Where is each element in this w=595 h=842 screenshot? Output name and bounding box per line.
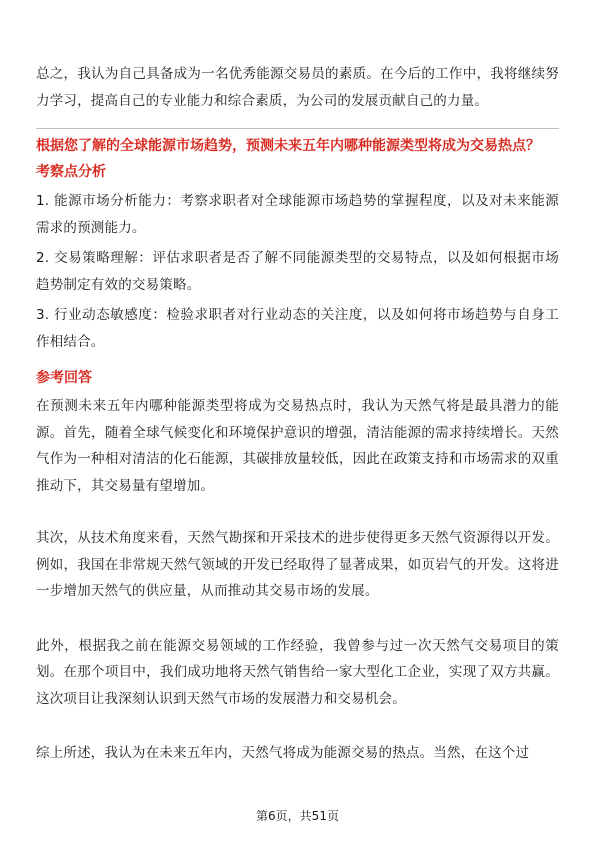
question-title: 根据您了解的全球能源市场趋势，预测未来五年内哪种能源类型将成为交易热点？ bbox=[36, 138, 540, 154]
point-item: 3. 行业动态敏感度：检验求职者对行业动态的关注度，以及如何将市场趋势与自身工作相结合。 bbox=[36, 307, 559, 350]
answer-heading: 参考回答 bbox=[36, 370, 92, 386]
points-heading: 考察点分析 bbox=[36, 164, 106, 180]
answer-paragraph: 综上所述，我认为在未来五年内，天然气将成为能源交易的热点。当然，在这个过 bbox=[36, 745, 530, 761]
point-item: 1. 能源市场分析能力：考察求职者对全球能源市场趋势的掌握程度，以及对未来能源需求的预测能力。 bbox=[36, 193, 559, 236]
answer-paragraph: 其次，从技术角度来看，天然气勘探和开采技术的进步使得更多天然气资源得以开发。例如，我国在非常规天然气领域的开发已经取得了显著成果，如页岩气的开发。这将进一步增加天然气的供应量，从而推动其交易市场的发展。 bbox=[36, 530, 559, 599]
answer-paragraph: 此外，根据我之前在能源交易领域的工作经验，我曾参与过一次天然气交易项目的策划。在那个项目中，我们成功地将天然气销售给一家大型化工企业，实现了双方共赢。这次项目让我深刻认识到天然气市场的发展潜力和交易机会。 bbox=[36, 637, 559, 707]
points-list bbox=[36, 188, 559, 359]
point-item: 2. 交易策略理解：评估求职者是否了解不同能源类型的交易特点，以及如何根据市场趋势制定有效的交易策略。 bbox=[36, 250, 559, 293]
section-divider bbox=[36, 128, 559, 129]
page-number: 第6页，共51页 bbox=[256, 809, 339, 823]
answer-paragraph: 在预测未来五年内哪种能源类型将成为交易热点时，我认为天然气将是最具潜力的能源。首先，随着全球气候变化和环境保护意识的增强，清洁能源的需求持续增长。天然气作为一种相对清洁的化石能源，其碳排放量较低，因此在政策支持和市场需求的双重推动下，其交易量有望增加。 bbox=[36, 398, 559, 494]
intro-paragraph: 总之，我认为自己具备成为一名优秀能源交易员的素质。在今后的工作中，我将继续努力学习，提高自己的专业能力和综合素质，为公司的发展贡献自己的力量。 bbox=[36, 66, 559, 109]
answer-body bbox=[36, 393, 559, 793]
intro-section bbox=[36, 61, 559, 114]
